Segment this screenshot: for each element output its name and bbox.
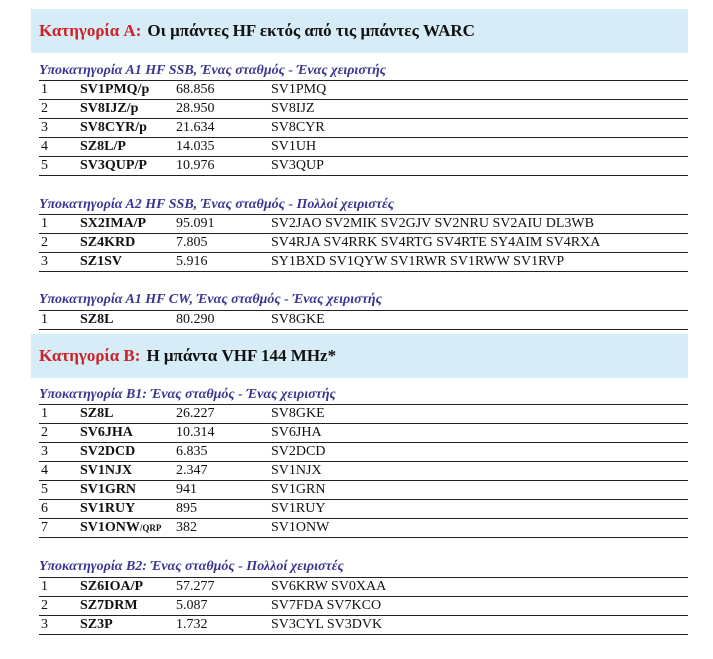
callsign-cell: SV1NJX (80, 463, 133, 478)
callsign-cell: SV1RUY (80, 501, 136, 516)
score-cell: 21.634 (176, 120, 215, 135)
operators-cell: SV1UH (271, 139, 317, 154)
category-a-header (31, 9, 688, 53)
table-row (39, 118, 688, 137)
table-row (39, 461, 688, 480)
operators-cell: SV6KRW SV0XAA (271, 579, 387, 594)
callsign-cell: SX2IMA/P (80, 216, 147, 231)
operators-cell: SV1RUY (271, 501, 326, 516)
callsign-cell: SV2DCD (80, 444, 136, 459)
operators-cell: SV1GRN (271, 482, 326, 497)
score-cell: 6.835 (176, 444, 208, 459)
score-cell: 2.347 (176, 463, 208, 478)
rank-cell: 1 (41, 579, 48, 594)
table-row (39, 233, 688, 252)
subcategory-a2-ssb-title: Υποκατηγορία Α2 HF SSB, Ένας σταθμός - Πολλοί χειριστές (39, 197, 394, 212)
operators-cell: SV6JHA (271, 425, 322, 440)
callsign-cell: SZ3P (80, 617, 113, 632)
category-b-title: Η μπάντα VHF 144 MHz* (146, 346, 337, 365)
table-row (39, 596, 688, 615)
rank-cell: 4 (41, 463, 48, 478)
category-b-label: Κατηγορία Β: (39, 346, 141, 365)
table-row (39, 80, 688, 99)
callsign-cell: SZ7DRM (80, 598, 138, 613)
rank-cell: 3 (41, 444, 48, 459)
callsign-cell: SZ8L/P (80, 139, 126, 154)
table-row (39, 404, 688, 423)
callsign-cell (80, 519, 161, 537)
callsign-cell: SV3QUP/P (80, 158, 147, 173)
operators-cell: SV4RJA SV4RRK SV4RTG SV4RTE SY4AIM SV4RXA (271, 235, 601, 250)
operators-cell: SV1PMQ (271, 82, 327, 97)
table-row (39, 442, 688, 461)
score-cell: 28.950 (176, 101, 215, 116)
operators-cell: SV1NJX (271, 463, 322, 478)
operators-cell: SV2DCD (271, 444, 326, 459)
score-cell: 95.091 (176, 216, 215, 231)
operators-cell: SV8GKE (271, 406, 325, 421)
score-cell: 5.087 (176, 598, 208, 613)
subcategory-b2-title: Υποκατηγορία Β2: Ένας σταθμός - Πολλοί χειριστές (39, 559, 344, 574)
table-row (39, 137, 688, 156)
table-row (39, 577, 688, 596)
rank-cell: 5 (41, 158, 48, 173)
callsign-cell: SV8IJZ/p (80, 101, 139, 116)
table-row (39, 518, 688, 538)
rank-cell: 3 (41, 120, 48, 135)
rank-cell: 1 (41, 82, 48, 97)
rank-cell: 1 (41, 406, 48, 421)
operators-cell: SV1ONW (271, 520, 330, 535)
subcategory-b1-title: Υποκατηγορία Β1: Ένας σταθμός - Ένας χειριστής (39, 387, 336, 402)
subcategory-a1-ssb-title: Υποκατηγορία Α1 HF SSB, Ένας σταθμός - Ένας χειριστής (39, 63, 387, 78)
operators-cell: SV8IJZ (271, 101, 315, 116)
score-cell: 14.035 (176, 139, 215, 154)
operators-cell: SY1BXD SV1QYW SV1RWR SV1RWW SV1RVP (271, 254, 565, 269)
score-cell: 80.290 (176, 312, 215, 327)
table-row (39, 423, 688, 442)
score-cell: 68.856 (176, 82, 215, 97)
score-cell: 10.314 (176, 425, 215, 440)
rank-cell: 2 (41, 425, 48, 440)
callsign-cell: SZ8L (80, 312, 114, 327)
table-row (39, 480, 688, 499)
rank-cell: 6 (41, 501, 48, 516)
operators-cell: SV7FDA SV7KCO (271, 598, 382, 613)
rank-cell: 3 (41, 617, 48, 632)
callsign-cell: SZ1SV (80, 254, 123, 269)
score-cell: 7.805 (176, 235, 208, 250)
callsign-cell: SV1PMQ/p (80, 82, 150, 97)
operators-cell: SV3QUP (271, 158, 324, 173)
table-row (39, 615, 688, 635)
score-cell: 895 (176, 501, 197, 516)
score-cell: 10.976 (176, 158, 215, 173)
callsign-cell: SV8CYR/p (80, 120, 147, 135)
rank-cell: 2 (41, 598, 48, 613)
rank-cell: 5 (41, 482, 48, 497)
operators-cell: SV8CYR (271, 120, 325, 135)
operators-cell: SV2JAO SV2MIK SV2GJV SV2NRU SV2AIU DL3WB (271, 216, 594, 231)
callsign-text: SV1ONW (80, 520, 140, 535)
callsign-cell: SZ4KRD (80, 235, 136, 250)
category-a-title: Οι μπάντες HF εκτός από τις μπάντες WARC (147, 21, 475, 40)
table-b2 (39, 577, 688, 635)
callsign-cell: SV6JHA (80, 425, 133, 440)
score-cell: 26.227 (176, 406, 215, 421)
operators-cell: SV3CYL SV3DVK (271, 617, 383, 632)
table-a1-cw (39, 310, 688, 330)
rank-cell: 1 (41, 312, 48, 327)
score-cell: 5.916 (176, 254, 208, 269)
table-a1-ssb (39, 80, 688, 176)
table-row (39, 214, 688, 233)
rank-cell: 2 (41, 235, 48, 250)
table-a2-ssb (39, 214, 688, 272)
rank-cell: 2 (41, 101, 48, 116)
callsign-cell: SZ8L (80, 406, 114, 421)
callsign-cell: SZ6IOA/P (80, 579, 144, 594)
score-cell: 57.277 (176, 579, 215, 594)
qrp-suffix: /QRP (139, 523, 162, 533)
category-b-header (31, 334, 688, 378)
rank-cell: 1 (41, 216, 48, 231)
table-b1 (39, 404, 688, 538)
score-cell: 382 (176, 520, 197, 535)
table-row (39, 499, 688, 518)
callsign-cell: SV1GRN (80, 482, 137, 497)
table-row (39, 99, 688, 118)
table-row (39, 156, 688, 176)
table-row (39, 310, 688, 330)
category-a-label: Κατηγορία A: (39, 21, 142, 40)
table-row (39, 252, 688, 272)
score-cell: 941 (176, 482, 197, 497)
score-cell: 1.732 (176, 617, 208, 632)
rank-cell: 3 (41, 254, 48, 269)
rank-cell: 7 (41, 520, 48, 535)
rank-cell: 4 (41, 139, 48, 154)
operators-cell: SV8GKE (271, 312, 325, 327)
subcategory-a1-cw-title: Υποκατηγορία Α1 HF CW, Ένας σταθμός - Ένας χειριστής (39, 292, 382, 307)
